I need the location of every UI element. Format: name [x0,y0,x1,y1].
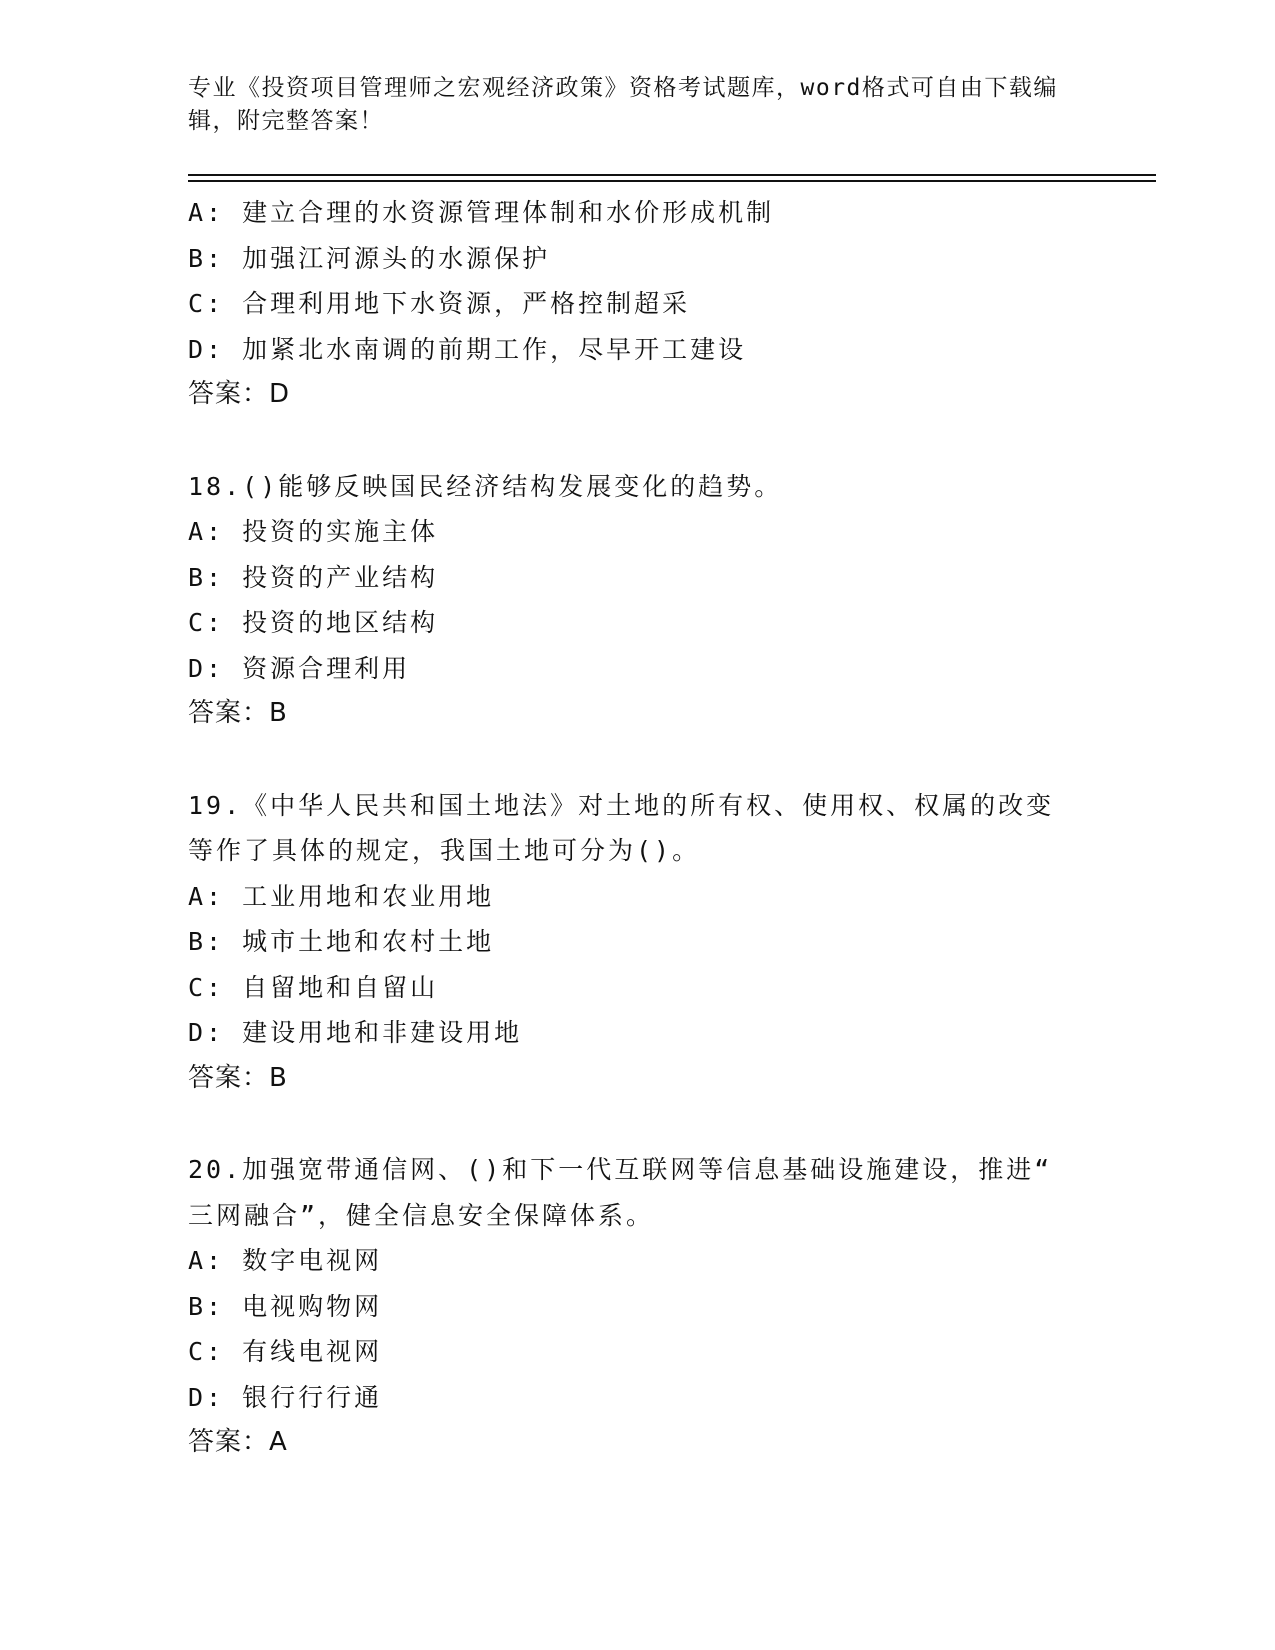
question-20 [188,1147,1088,1466]
question-17 [188,190,1088,418]
header-rule-top [188,174,1156,176]
header-line-2: 辑，附完整答案！ [188,108,384,134]
option-c: C: 合理利用地下水资源，严格控制超采 [188,289,691,318]
answer-line: 答案：B [188,1062,288,1093]
option-b: B: 投资的产业结构 [188,562,439,592]
option-b: B: 城市土地和农村土地 [188,927,495,956]
question-text: 18.()能够反映国民经济结构发展变化的趋势。 [188,471,783,501]
option-a: A: 工业用地和农业用地 [188,881,495,911]
option-d: D: 建设用地和非建设用地 [188,1018,523,1047]
option-c: C: 有线电视网 [188,1337,383,1366]
option-d: D: 银行行行通 [188,1382,383,1412]
question-text-line-1: 19.《中华人民共和国土地法》对土地的所有权、使用权、权属的改变 [188,790,1055,820]
option-b: B: 加强江河源头的水源保护 [188,243,551,273]
option-d: D: 资源合理利用 [188,653,411,683]
question-text-line-1: 20.加强宽带通信网、()和下一代互联网等信息基础设施建设，推进“ [188,1155,1053,1184]
answer-line: 答案：A [188,1427,288,1457]
question-text-line-2: 三网融合”，健全信息安全保障体系。 [188,1200,655,1230]
option-d: D: 加紧北水南调的前期工作，尽早开工建设 [188,334,747,364]
question-text-line-2: 等作了具体的规定，我国土地可分为()。 [188,836,701,865]
document-header [188,72,1078,138]
question-list [188,190,1088,1466]
spacer [188,1101,1088,1147]
spacer [188,737,1088,783]
option-a: A: 数字电视网 [188,1246,383,1275]
option-c: C: 投资的地区结构 [188,608,439,637]
header-rule-bottom [188,180,1156,182]
spacer [188,418,1088,464]
answer-line: 答案：D [188,379,291,409]
option-a: A: 建立合理的水资源管理体制和水价形成机制 [188,198,775,227]
answer-line: 答案：B [188,698,288,728]
option-a: A: 投资的实施主体 [188,517,439,546]
question-19 [188,783,1088,1102]
question-18 [188,464,1088,737]
header-line-1: 专业《投资项目管理师之宏观经济政策》资格考试题库，word格式可自由下载编 [188,75,1058,101]
option-b: B: 电视购物网 [188,1291,383,1321]
option-c: C: 自留地和自留山 [188,972,439,1002]
